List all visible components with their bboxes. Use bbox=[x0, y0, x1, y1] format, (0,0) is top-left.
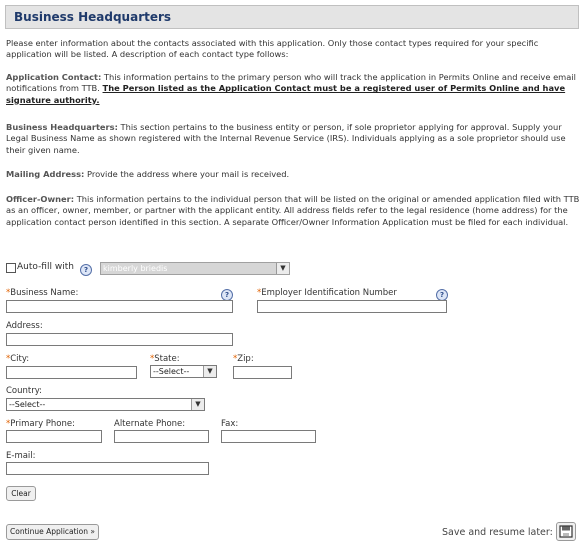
business-headquarters-description bbox=[6, 122, 580, 156]
alternate-phone-label: Alternate Phone: bbox=[114, 419, 186, 429]
primary-phone-input[interactable] bbox=[6, 430, 102, 443]
country-selected-value: --Select-- bbox=[9, 400, 46, 409]
country-label: Country: bbox=[6, 386, 43, 396]
officer-owner-text: This information pertains to the individual person that will be listed on the original or amended application filed with TTB as an officer, owner, member, or partner with the applicant entity. All address fields refer to the legal residence (home address) for the application contact person identified in this section. A separate Officer/Owner Information Application must be filed for each individual. bbox=[6, 194, 580, 227]
autofill-label: Auto-fill with bbox=[17, 262, 74, 272]
autofill-select[interactable] bbox=[100, 262, 290, 275]
business-name-help-icon[interactable]: ? bbox=[221, 289, 233, 301]
required-marker: * bbox=[233, 354, 238, 364]
zip-input[interactable] bbox=[233, 366, 292, 379]
application-contact-label: Application Contact: bbox=[6, 72, 102, 82]
business-name-input[interactable] bbox=[6, 300, 233, 313]
required-marker: * bbox=[6, 419, 11, 429]
officer-owner-description bbox=[6, 194, 580, 228]
mailing-address-label: Mailing Address: bbox=[6, 169, 85, 179]
autofill-selected-value: kimberly briedis bbox=[103, 264, 168, 273]
save-resume-label: Save and resume later: bbox=[442, 527, 553, 538]
mailing-address-description bbox=[6, 169, 580, 180]
required-marker: * bbox=[257, 288, 262, 298]
ein-label: *Employer Identification Number bbox=[257, 288, 397, 298]
ein-help-icon[interactable]: ? bbox=[436, 289, 448, 301]
application-contact-description bbox=[6, 72, 580, 106]
chevron-down-icon: ▼ bbox=[191, 399, 204, 410]
application-contact-text: This information pertains to the primary person who will track the application in Permits Online and receive email notifications from TTB. bbox=[6, 72, 576, 94]
address-label: Address: bbox=[6, 321, 43, 331]
city-label: *City: bbox=[6, 354, 30, 364]
state-label: *State: bbox=[150, 354, 180, 364]
application-contact-emphasis: The Person listed as the Application Contact must be a registered user of Permits Online and have signature authority. bbox=[6, 83, 566, 105]
required-marker: * bbox=[150, 354, 155, 364]
save-button[interactable] bbox=[556, 522, 576, 541]
primary-phone-label: *Primary Phone: bbox=[6, 419, 75, 429]
floppy-disk-icon bbox=[557, 523, 575, 540]
email-input[interactable] bbox=[6, 462, 209, 475]
section-header bbox=[5, 5, 579, 29]
business-name-label: *Business Name: bbox=[6, 288, 79, 298]
city-input[interactable] bbox=[6, 366, 137, 379]
continue-application-button[interactable]: Continue Application » bbox=[6, 524, 99, 540]
mailing-address-text: Provide the address where your mail is received. bbox=[84, 169, 290, 179]
state-select[interactable] bbox=[150, 365, 217, 378]
required-marker: * bbox=[6, 354, 11, 364]
zip-label: *Zip: bbox=[233, 354, 254, 364]
required-marker: * bbox=[6, 288, 11, 298]
section-title: Business Headquarters bbox=[14, 10, 172, 24]
chevron-down-icon: ▼ bbox=[203, 366, 216, 377]
business-headquarters-label: Business Headquarters: bbox=[6, 122, 118, 132]
chevron-down-icon: ▼ bbox=[276, 263, 289, 274]
country-select[interactable] bbox=[6, 398, 205, 411]
address-input[interactable] bbox=[6, 333, 233, 346]
autofill-help-icon[interactable]: ? bbox=[80, 264, 92, 276]
ein-input[interactable] bbox=[257, 300, 447, 313]
alternate-phone-input[interactable] bbox=[114, 430, 209, 443]
autofill-checkbox[interactable] bbox=[6, 263, 16, 273]
intro-text: Please enter information about the contacts associated with this application. Only those contact types required for your specific application will be listed. A description of each contact type follows: bbox=[6, 38, 539, 60]
state-selected-value: --Select-- bbox=[153, 367, 190, 376]
business-headquarters-text: This section pertains to the business entity or person, if sole proprietor applying for approval. Supply your Legal Business Name as shown registered with the Internal Revenue Service (IRS). Individuals applying as a sole proprietor should use their given name. bbox=[6, 122, 566, 155]
email-label: E-mail: bbox=[6, 451, 36, 461]
clear-button[interactable]: Clear bbox=[6, 486, 36, 501]
fax-input[interactable] bbox=[221, 430, 316, 443]
officer-owner-label: Officer-Owner: bbox=[6, 194, 75, 204]
fax-label: Fax: bbox=[221, 419, 239, 429]
